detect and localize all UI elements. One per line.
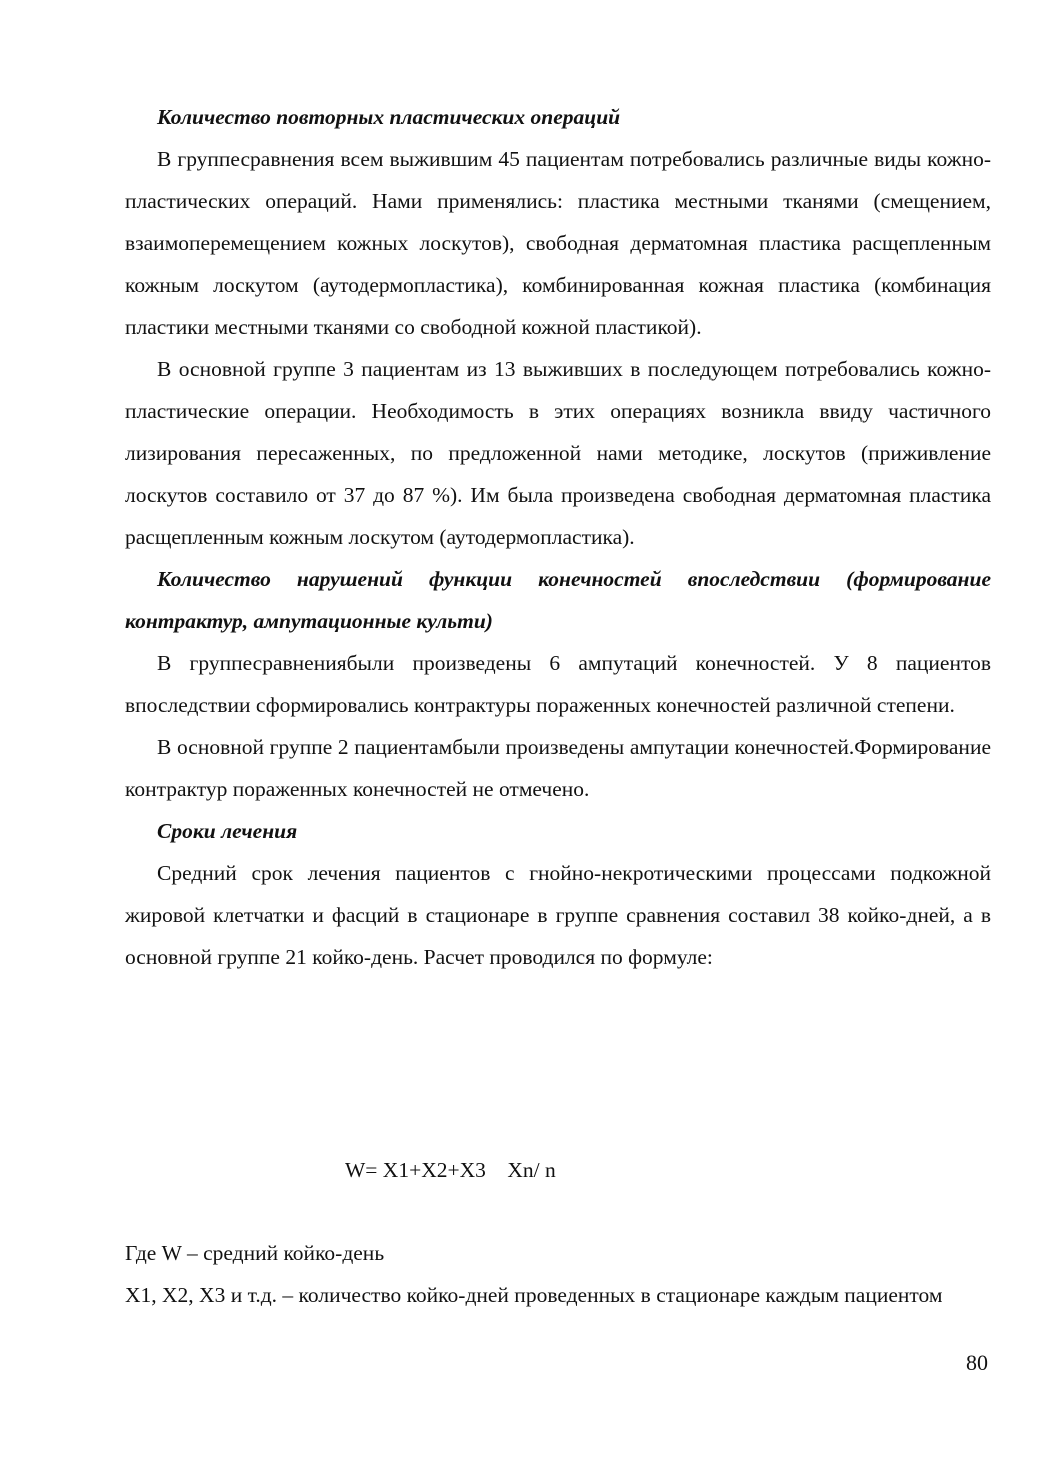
definition-w: Где W – средний койко-день (125, 1241, 385, 1265)
paragraph-treatment-duration: Средний срок лечения пациентов с гнойно-некротическими процессами подкожной жировой клетчатки и фасций в стационаре в группе сравнения составил 38 койко-дней, а в основной группе 21 койко-день. Расчет проводился по формуле: (125, 861, 991, 969)
document-body (125, 96, 991, 978)
paragraph-comparison-group-operations: В группесравнения всем выжившим 45 пациентам потребовались различные виды кожно-пластических операций. Нами применялись: пластика местными тканями (смещением, взаимоперемещением кожных лоскутов), свободная дерматомная пластика расщепленным кожным лоскутом (аутодермопластика), комбинированная кожная пластика (комбинация пластики местными тканями со свободной кожной пластикой). (125, 147, 991, 339)
section-heading-treatment-duration: Сроки лечения (157, 819, 298, 843)
paragraph-comparison-group-amputations: В группесравнениябыли произведены 6 ампутаций конечностей. У 8 пациентов впоследствии сформировались контрактуры пораженных конечностей различной степени. (125, 651, 991, 717)
paragraph-main-group-operations: В основной группе 3 пациентам из 13 выживших в последующем потребовались кожно-пластические операции. Необходимость в этих операциях возникла ввиду частичного лизирования пересаженных, по предложенной нами методике, лоскутов (приживление лоскутов составило от 37 до 87 %). Им была произведена свободная дерматомная пластика расщепленным кожным лоскутом (аутодермопластика). (125, 357, 991, 549)
definition-x: X1, X2, X3 и т.д. – количество койко-дней проведенных в стационаре каждым пациентом (125, 1283, 943, 1307)
page-number: 80 (966, 1350, 988, 1375)
paragraph-main-group-amputations: В основной группе 2 пациентамбыли произведены ампутации конечностей.Формирование контрактур пораженных конечностей не отмечено. (125, 735, 991, 801)
formula: W= X1+X2+X3 Xn/ n (345, 1158, 556, 1182)
section-heading-limb-function: Количество нарушений функции конечностей впоследствии (формирование контрактур, ампутационные культи) (125, 567, 991, 633)
formula-definitions (125, 1232, 991, 1316)
section-heading-repeat-operations: Количество повторных пластических операций (157, 105, 621, 129)
